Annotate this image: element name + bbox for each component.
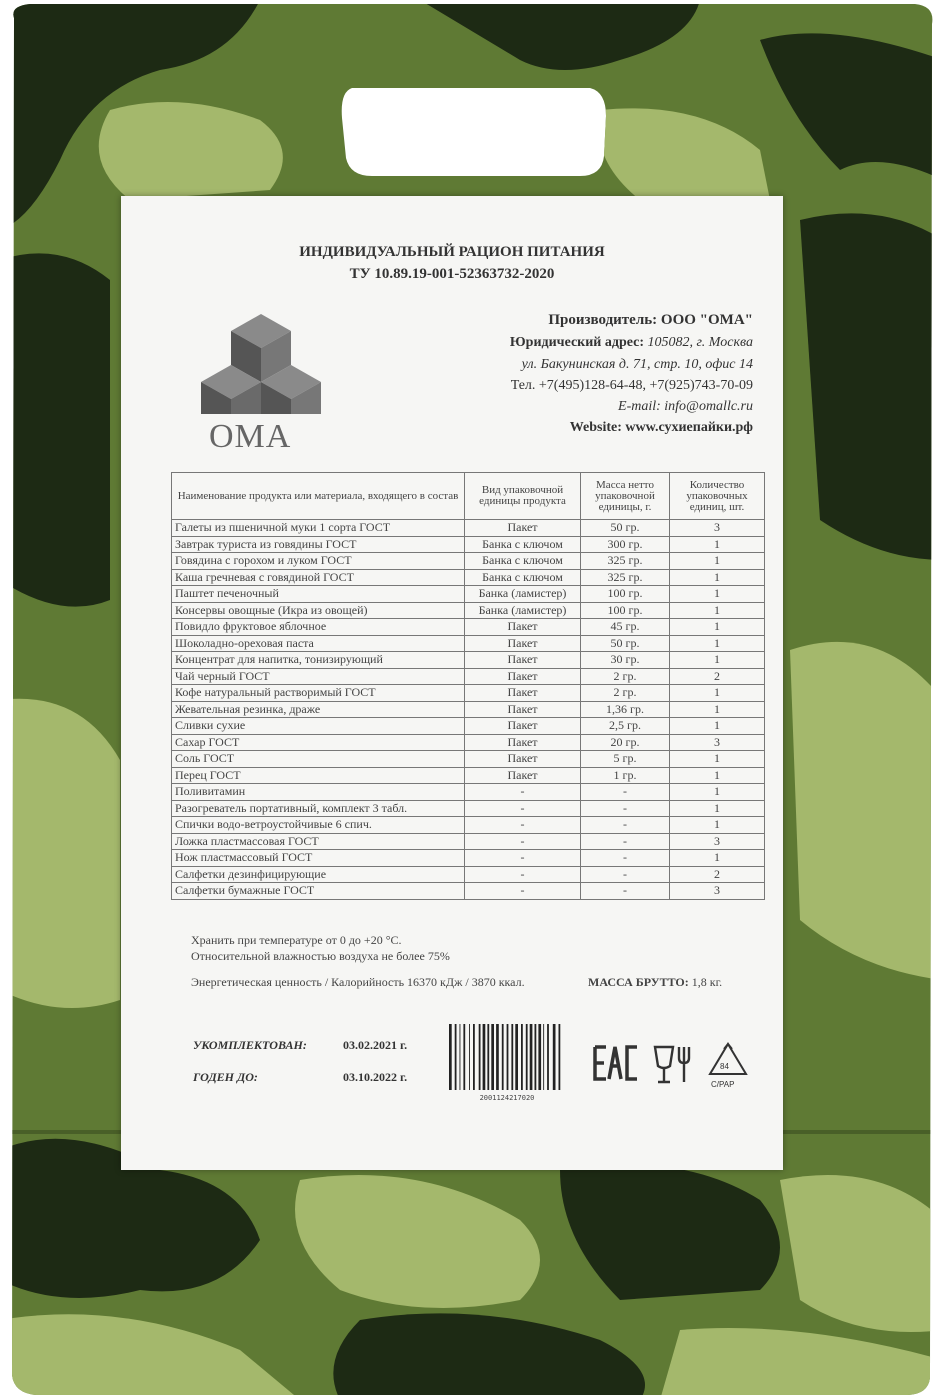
barcode-bar bbox=[463, 1024, 465, 1090]
cell-count: 1 bbox=[670, 784, 765, 801]
cell-count: 1 bbox=[670, 767, 765, 784]
barcode-bar bbox=[487, 1024, 489, 1090]
header-count: Количество упаковочных единиц, шт. bbox=[670, 473, 765, 520]
cell-product: Соль ГОСТ bbox=[172, 751, 465, 768]
cell-count: 2 bbox=[670, 668, 765, 685]
energy-value: Энергетическая ценность / Калорийность 16370 кДж / 3870 ккал. bbox=[191, 975, 525, 989]
product-spec: ТУ 10.89.19-001-52363732-2020 bbox=[349, 266, 555, 282]
table-row bbox=[172, 619, 765, 636]
barcode-bar bbox=[507, 1024, 509, 1090]
table-row bbox=[172, 602, 765, 619]
cell-package: - bbox=[465, 850, 581, 867]
cell-package: - bbox=[465, 784, 581, 801]
cell-package: Пакет bbox=[465, 635, 581, 652]
cell-package: Пакет bbox=[465, 520, 581, 537]
cell-mass: - bbox=[581, 883, 670, 900]
cell-package: Банка (ламистер) bbox=[465, 602, 581, 619]
barcode-bar bbox=[502, 1024, 504, 1090]
barcode-bar bbox=[553, 1024, 556, 1090]
logo-text: OMA bbox=[209, 418, 292, 455]
cell-product: Ложка пластмассовая ГОСТ bbox=[172, 833, 465, 850]
cell-mass: 5 гр. bbox=[581, 751, 670, 768]
cell-count: 1 bbox=[670, 635, 765, 652]
table-row bbox=[172, 685, 765, 702]
cell-mass: - bbox=[581, 800, 670, 817]
cell-count: 1 bbox=[670, 850, 765, 867]
table-row bbox=[172, 767, 765, 784]
product-title: ИНДИВИДУАЛЬНЫЙ РАЦИОН ПИТАНИЯ bbox=[299, 244, 605, 260]
cell-count: 1 bbox=[670, 553, 765, 570]
cell-product: Говядина с горохом и луком ГОСТ bbox=[172, 553, 465, 570]
cell-mass: 2 гр. bbox=[581, 668, 670, 685]
table-row bbox=[172, 784, 765, 801]
cell-product: Нож пластмассовый ГОСТ bbox=[172, 850, 465, 867]
cell-mass: 2,5 гр. bbox=[581, 718, 670, 735]
cell-product: Каша гречневая с говядиной ГОСТ bbox=[172, 569, 465, 586]
barcode-bar bbox=[559, 1024, 561, 1090]
cell-mass: 300 гр. bbox=[581, 536, 670, 553]
barcode-bar bbox=[538, 1024, 541, 1090]
cell-package: Пакет bbox=[465, 734, 581, 751]
cell-package: Пакет bbox=[465, 718, 581, 735]
barcode-bar bbox=[455, 1024, 457, 1090]
table-row bbox=[172, 569, 765, 586]
barcode-bar bbox=[543, 1024, 544, 1090]
table-row bbox=[172, 883, 765, 900]
cell-count: 3 bbox=[670, 520, 765, 537]
table-row bbox=[172, 701, 765, 718]
cell-product: Поливитамин bbox=[172, 784, 465, 801]
cell-count: 2 bbox=[670, 866, 765, 883]
cell-package: - bbox=[465, 800, 581, 817]
cell-mass: - bbox=[581, 833, 670, 850]
cell-product: Спички водо-ветроустойчивые 6 спич. bbox=[172, 817, 465, 834]
header-mass: Масса нетто упаковочной единицы, г. bbox=[581, 473, 670, 520]
barcode-bar bbox=[526, 1024, 528, 1090]
cell-package: Банка с ключом bbox=[465, 569, 581, 586]
cell-count: 1 bbox=[670, 718, 765, 735]
cell-product: Паштет печеночный bbox=[172, 586, 465, 603]
table-row bbox=[172, 520, 765, 537]
cell-product: Жевательная резинка, драже bbox=[172, 701, 465, 718]
cell-product: Разогреватель портативный, комплект 3 табл. bbox=[172, 800, 465, 817]
barcode-number: 2001124217020 bbox=[479, 1094, 535, 1102]
cell-package: - bbox=[465, 883, 581, 900]
cell-mass: 30 гр. bbox=[581, 652, 670, 669]
legal-address-label: Юридический адрес: bbox=[509, 335, 644, 350]
cell-package: - bbox=[465, 866, 581, 883]
cell-count: 3 bbox=[670, 883, 765, 900]
barcode-bar bbox=[449, 1024, 452, 1090]
barcode-bar bbox=[491, 1024, 494, 1090]
cell-count: 1 bbox=[670, 652, 765, 669]
cell-mass: - bbox=[581, 850, 670, 867]
gross-weight-value: 1,8 кг. bbox=[691, 975, 723, 989]
cell-package: Пакет bbox=[465, 619, 581, 636]
cell-product: Сливки сухие bbox=[172, 718, 465, 735]
cell-package: Пакет bbox=[465, 767, 581, 784]
cell-count: 1 bbox=[670, 817, 765, 834]
cell-mass: 100 гр. bbox=[581, 586, 670, 603]
website-address: Website: www.сухиепайки.рф bbox=[569, 420, 753, 435]
cell-product: Салфетки бумажные ГОСТ bbox=[172, 883, 465, 900]
recycle-number: 84 bbox=[720, 1062, 729, 1071]
cell-count: 1 bbox=[670, 701, 765, 718]
cell-product: Завтрак туриста из говядины ГОСТ bbox=[172, 536, 465, 553]
barcode-bar bbox=[547, 1024, 549, 1090]
cell-package: Пакет bbox=[465, 701, 581, 718]
cell-count: 1 bbox=[670, 685, 765, 702]
contents-table bbox=[171, 472, 765, 900]
cell-mass: 50 гр. bbox=[581, 635, 670, 652]
barcode-bar bbox=[521, 1024, 523, 1090]
cell-count: 1 bbox=[670, 602, 765, 619]
cell-mass: - bbox=[581, 866, 670, 883]
cell-product: Кофе натуральный растворимый ГОСТ bbox=[172, 685, 465, 702]
cell-product: Шоколадно-ореховая паста bbox=[172, 635, 465, 652]
cell-mass: 50 гр. bbox=[581, 520, 670, 537]
cell-mass: 1,36 гр. bbox=[581, 701, 670, 718]
barcode-bar bbox=[511, 1024, 513, 1090]
cell-package: Пакет bbox=[465, 652, 581, 669]
cell-mass: 20 гр. bbox=[581, 734, 670, 751]
cell-count: 1 bbox=[670, 619, 765, 636]
gross-weight-label: МАССА БРУТТО: bbox=[588, 975, 689, 989]
barcode-bar bbox=[496, 1024, 499, 1090]
table-row bbox=[172, 553, 765, 570]
barcode bbox=[445, 1022, 569, 1096]
cell-product: Салфетки дезинфицирующие bbox=[172, 866, 465, 883]
product-label bbox=[121, 196, 783, 1170]
barcode-bar bbox=[469, 1024, 470, 1090]
expiry-date-label: ГОДЕН ДО: bbox=[193, 1070, 258, 1084]
cell-product: Консервы овощные (Икра из овощей) bbox=[172, 602, 465, 619]
header-package: Вид упаковочной единицы продукта bbox=[465, 473, 581, 520]
cell-count: 1 bbox=[670, 536, 765, 553]
table-row bbox=[172, 635, 765, 652]
eac-mark-icon bbox=[593, 1044, 639, 1082]
cell-package: Банка (ламистер) bbox=[465, 586, 581, 603]
table-row bbox=[172, 734, 765, 751]
table-row bbox=[172, 800, 765, 817]
table-row bbox=[172, 850, 765, 867]
table-body bbox=[172, 520, 765, 900]
cell-product: Галеты из пшеничной муки 1 сорта ГОСТ bbox=[172, 520, 465, 537]
table-row bbox=[172, 668, 765, 685]
cell-mass: 2 гр. bbox=[581, 685, 670, 702]
packed-date-label: УКОМПЛЕКТОВАН: bbox=[193, 1038, 307, 1052]
cell-product: Концентрат для напитка, тонизирующий bbox=[172, 652, 465, 669]
cell-package: Банка с ключом bbox=[465, 536, 581, 553]
table-row bbox=[172, 718, 765, 735]
barcode-bar bbox=[473, 1024, 475, 1090]
barcode-bar bbox=[535, 1024, 537, 1090]
cell-package: - bbox=[465, 833, 581, 850]
storage-humidity: Относительной влажностью воздуха не более 75% bbox=[191, 949, 450, 963]
cell-mass: 45 гр. bbox=[581, 619, 670, 636]
barcode-bar bbox=[530, 1024, 533, 1090]
cell-mass: 325 гр. bbox=[581, 553, 670, 570]
cell-mass: 1 гр. bbox=[581, 767, 670, 784]
table-row bbox=[172, 866, 765, 883]
cell-count: 1 bbox=[670, 751, 765, 768]
cell-package: Пакет bbox=[465, 668, 581, 685]
cell-count: 3 bbox=[670, 734, 765, 751]
packed-date-value: 03.02.2021 г. bbox=[343, 1038, 408, 1052]
expiry-date-value: 03.10.2022 г. bbox=[343, 1070, 408, 1084]
barcode-bar bbox=[483, 1024, 486, 1090]
table-row bbox=[172, 536, 765, 553]
table-row bbox=[172, 586, 765, 603]
storage-temperature: Хранить при температуре от 0 до +20 °С. bbox=[191, 933, 402, 947]
table-header-row bbox=[172, 473, 765, 520]
table-row bbox=[172, 751, 765, 768]
cell-count: 1 bbox=[670, 569, 765, 586]
barcode-bar bbox=[460, 1024, 461, 1090]
barcode-bar bbox=[515, 1024, 518, 1090]
cell-mass: - bbox=[581, 784, 670, 801]
glass-fork-icon bbox=[651, 1044, 695, 1086]
cell-product: Чай черный ГОСТ bbox=[172, 668, 465, 685]
street-address: ул. Бакунинская д. 71, стр. 10, офис 14 bbox=[521, 357, 753, 372]
cell-package: Пакет bbox=[465, 685, 581, 702]
cell-product: Перец ГОСТ bbox=[172, 767, 465, 784]
cell-mass: 325 гр. bbox=[581, 569, 670, 586]
cell-product: Повидло фруктовое яблочное bbox=[172, 619, 465, 636]
manufacturer-name: Производитель: ООО "ОМА" bbox=[548, 312, 753, 328]
cell-mass: - bbox=[581, 817, 670, 834]
table-row bbox=[172, 652, 765, 669]
cell-product: Сахар ГОСТ bbox=[172, 734, 465, 751]
table-row bbox=[172, 817, 765, 834]
header-product: Наименование продукта или материала, входящего в состав bbox=[172, 473, 465, 520]
cell-count: 1 bbox=[670, 586, 765, 603]
cell-package: Пакет bbox=[465, 751, 581, 768]
cell-count: 3 bbox=[670, 833, 765, 850]
cell-package: Банка с ключом bbox=[465, 553, 581, 570]
recycle-code: C/PAP bbox=[711, 1080, 735, 1089]
gross-weight bbox=[588, 975, 722, 990]
barcode-bar bbox=[479, 1024, 481, 1090]
table-row bbox=[172, 833, 765, 850]
legal-address-value: 105082, г. Москва bbox=[647, 335, 753, 350]
cell-count: 1 bbox=[670, 800, 765, 817]
cell-mass: 100 гр. bbox=[581, 602, 670, 619]
email-address: E-mail: info@omallc.ru bbox=[618, 399, 753, 414]
phone-numbers: Тел. +7(495)128-64-48, +7(925)743-70-09 bbox=[510, 378, 753, 393]
cell-package: - bbox=[465, 817, 581, 834]
